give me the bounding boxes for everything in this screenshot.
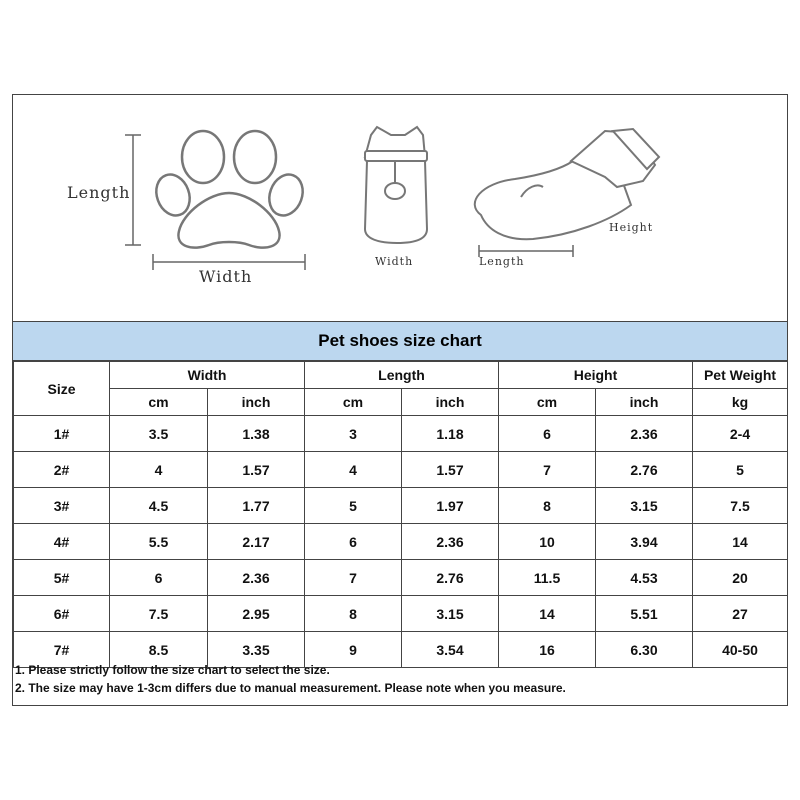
table-cell: 5.5 [110,524,208,560]
table-cell: 11.5 [499,560,596,596]
table-row [14,452,788,488]
table-cell: 8.5 [110,632,208,668]
table-cell: 2.76 [402,560,499,596]
size-cell: 5# [14,560,110,596]
table-cell: 3.5 [110,416,208,452]
table-cell: 1.57 [208,452,305,488]
size-header: Size [14,362,110,416]
table-cell: 3.35 [208,632,305,668]
size-notes [15,661,566,697]
unit-header: inch [208,389,305,416]
table-cell: 6.30 [596,632,693,668]
paw-print-icon [151,131,308,248]
table-row [14,524,788,560]
unit-header: cm [305,389,402,416]
table-cell: 20 [693,560,788,596]
size-chart-frame [12,94,788,706]
table-cell: 4 [305,452,402,488]
table-cell: 10 [499,524,596,560]
table-cell: 7.5 [693,488,788,524]
table-cell: 5.51 [596,596,693,632]
table-cell: 4 [110,452,208,488]
group-header-row [14,362,788,389]
size-cell: 7# [14,632,110,668]
pet-weight-group-header: Pet Weight [693,362,788,389]
table-cell: 2.95 [208,596,305,632]
size-cell: 6# [14,596,110,632]
table-cell: 2.17 [208,524,305,560]
unit-header: inch [596,389,693,416]
size-cell: 1# [14,416,110,452]
chart-title: Pet shoes size chart [13,321,787,361]
table-cell: 4.5 [110,488,208,524]
unit-header-row [14,389,788,416]
shoe-side-length-label: Length [479,255,525,268]
table-cell: 6 [110,560,208,596]
table-row [14,488,788,524]
table-cell: 3 [305,416,402,452]
table-cell: 3.54 [402,632,499,668]
length-group-header: Length [305,362,499,389]
table-cell: 2.36 [596,416,693,452]
table-cell: 9 [305,632,402,668]
shoe-front-icon [365,127,427,243]
table-cell: 40-50 [693,632,788,668]
table-cell: 14 [693,524,788,560]
table-cell: 5 [693,452,788,488]
width-group-header: Width [110,362,305,389]
note-line: 1. Please strictly follow the size chart to select the size. [15,663,330,677]
height-group-header: Height [499,362,693,389]
shoe-front-width-label: Width [375,255,414,268]
unit-header: cm [499,389,596,416]
paw-length-label: Length [67,183,131,202]
table-cell: 6 [305,524,402,560]
paw-width-label: Width [199,267,253,286]
unit-header: kg [693,389,788,416]
measurement-drawing [13,95,787,321]
table-cell: 1.38 [208,416,305,452]
table-row [14,560,788,596]
table-cell: 14 [499,596,596,632]
table-cell: 8 [305,596,402,632]
table-cell: 3.15 [402,596,499,632]
table-row [14,416,788,452]
table-cell: 5 [305,488,402,524]
table-cell: 27 [693,596,788,632]
size-cell: 2# [14,452,110,488]
table-cell: 2.76 [596,452,693,488]
table-cell: 1.18 [402,416,499,452]
table-cell: 7.5 [110,596,208,632]
table-cell: 7 [305,560,402,596]
measurement-illustration [13,95,787,321]
table-cell: 2.36 [208,560,305,596]
table-cell: 3.94 [596,524,693,560]
note-line: 2. The size may have 1-3cm differs due to manual measurement. Please note when you measure. [15,681,566,695]
table-cell: 7 [499,452,596,488]
table-cell: 8 [499,488,596,524]
shoe-side-height-label: Height [609,221,654,234]
unit-header: inch [402,389,499,416]
table-cell: 1.97 [402,488,499,524]
table-cell: 2.36 [402,524,499,560]
table-cell: 1.77 [208,488,305,524]
unit-header: cm [110,389,208,416]
size-cell: 4# [14,524,110,560]
table-cell: 4.53 [596,560,693,596]
table-row [14,596,788,632]
size-table [13,361,788,668]
table-cell: 1.57 [402,452,499,488]
table-cell: 16 [499,632,596,668]
table-cell: 6 [499,416,596,452]
table-cell: 3.15 [596,488,693,524]
size-cell: 3# [14,488,110,524]
table-cell: 2-4 [693,416,788,452]
